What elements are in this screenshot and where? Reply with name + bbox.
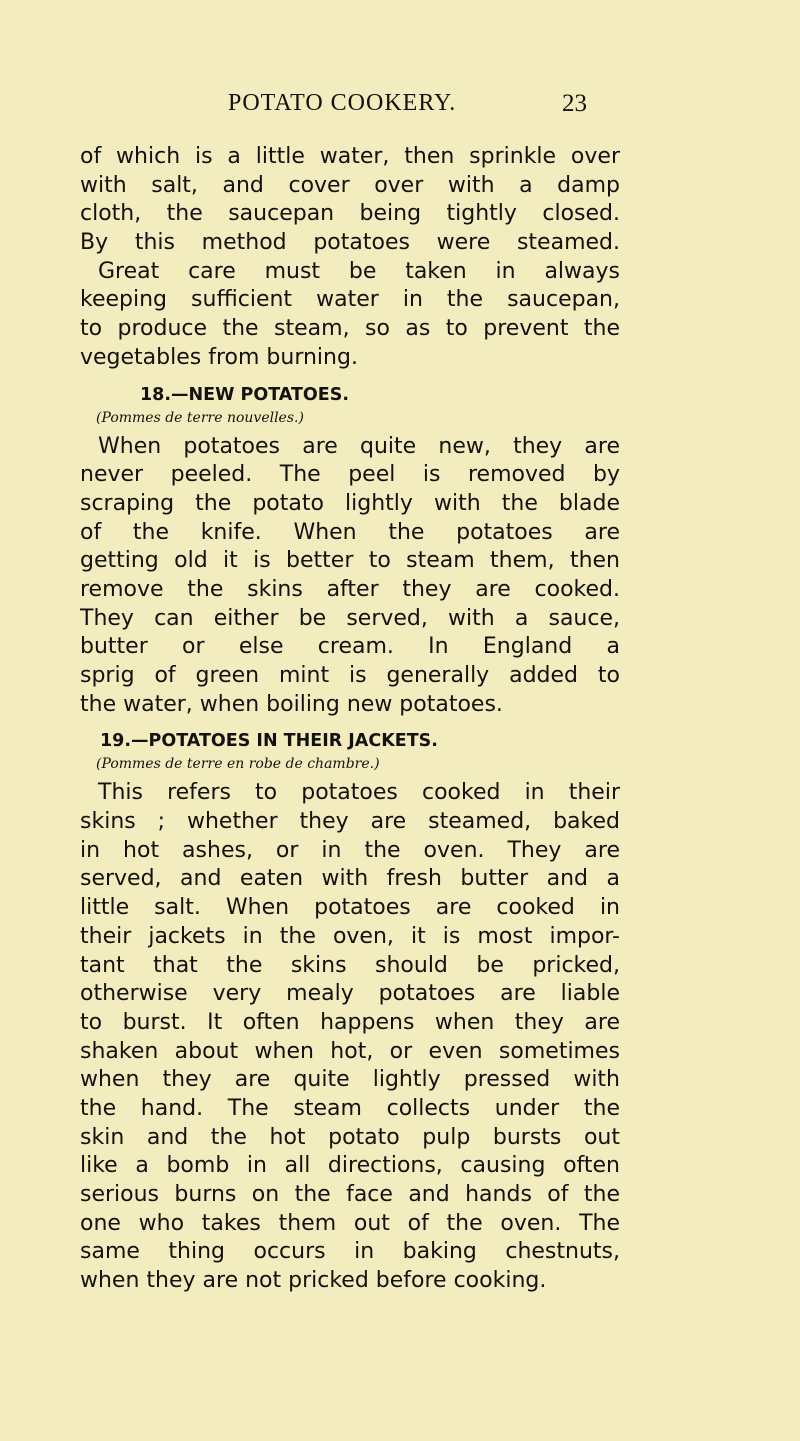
running-title: POTATO COOKERY.	[228, 90, 457, 116]
text-line: By this method potatoes were steamed.	[80, 230, 620, 256]
text-line: of which is a little water, then sprinkle over	[80, 144, 620, 169]
section-potatoes-in-jackets	[80, 729, 620, 1295]
text-line: When potatoes are quite new, they are	[98, 433, 620, 459]
page-number: 23	[562, 90, 587, 117]
text-line: tant that the skins should be pricked,	[80, 952, 620, 978]
text-line: with salt, and cover over with a damp	[80, 172, 620, 198]
section-subtitle: (Pommes de terre nouvelles.)	[96, 409, 304, 426]
text-line: They can either be served, with a sauce,	[80, 605, 620, 631]
text-line: same thing occurs in baking chestnuts,	[80, 1239, 620, 1265]
text-line: little salt. When potatoes are cooked in	[80, 895, 620, 921]
text-line: This refers to potatoes cooked in their	[98, 780, 620, 806]
text-line: Great care must be taken in always	[98, 258, 620, 284]
text-line: otherwise very mealy potatoes are liable	[80, 981, 620, 1007]
section-heading: 18.—NEW POTATOES.	[140, 384, 349, 405]
text-line: keeping sufficient water in the saucepan,	[80, 287, 620, 313]
text-line: one who takes them out of the oven. The	[80, 1210, 620, 1236]
text-line: scraping the potato lightly with the blade	[80, 490, 620, 516]
text-line: sprig of green mint is generally added to	[80, 663, 620, 688]
text-line: vegetables from burning.	[80, 344, 358, 370]
text-line: their jackets in the oven, it is most impor-	[80, 923, 620, 949]
section-new-potatoes	[80, 383, 620, 720]
section-subtitle: (Pommes de terre en robe de chambre.)	[96, 756, 380, 773]
text-line: getting old it is better to steam them, then	[80, 548, 620, 574]
text-line: cloth, the saucepan being tightly closed.	[80, 201, 620, 227]
text-line: like a bomb in all directions, causing often	[80, 1153, 620, 1179]
text-line: shaken about when hot, or even sometimes	[80, 1038, 620, 1064]
text-line: to burst. It often happens when they are	[80, 1009, 620, 1035]
text-line: in hot ashes, or in the oven. They are	[80, 837, 620, 863]
continuation-paragraph	[80, 143, 620, 373]
section-heading: 19.—POTATOES IN THEIR JACKETS.	[100, 731, 438, 752]
text-line: never peeled. The peel is removed by	[80, 462, 620, 488]
text-line: skin and the hot potato pulp bursts out	[80, 1124, 620, 1150]
text-line: the water, when boiling new potatoes.	[80, 691, 503, 717]
text-line: butter or else cream. In England a	[80, 634, 620, 660]
text-line: the hand. The steam collects under the	[80, 1095, 620, 1121]
page-body	[80, 143, 620, 1296]
text-line: when they are quite lightly pressed with	[80, 1067, 620, 1093]
text-line: when they are not pricked before cooking.	[80, 1268, 547, 1294]
text-line: of the knife. When the potatoes are	[80, 519, 620, 545]
text-line: to produce the steam, so as to prevent the	[80, 316, 620, 342]
text-line: remove the skins after they are cooked.	[80, 576, 620, 602]
text-line: skins ; whether they are steamed, baked	[80, 809, 620, 835]
running-head	[0, 90, 800, 120]
text-line: serious burns on the face and hands of the	[80, 1182, 620, 1207]
text-line: served, and eaten with fresh butter and a	[80, 866, 620, 892]
